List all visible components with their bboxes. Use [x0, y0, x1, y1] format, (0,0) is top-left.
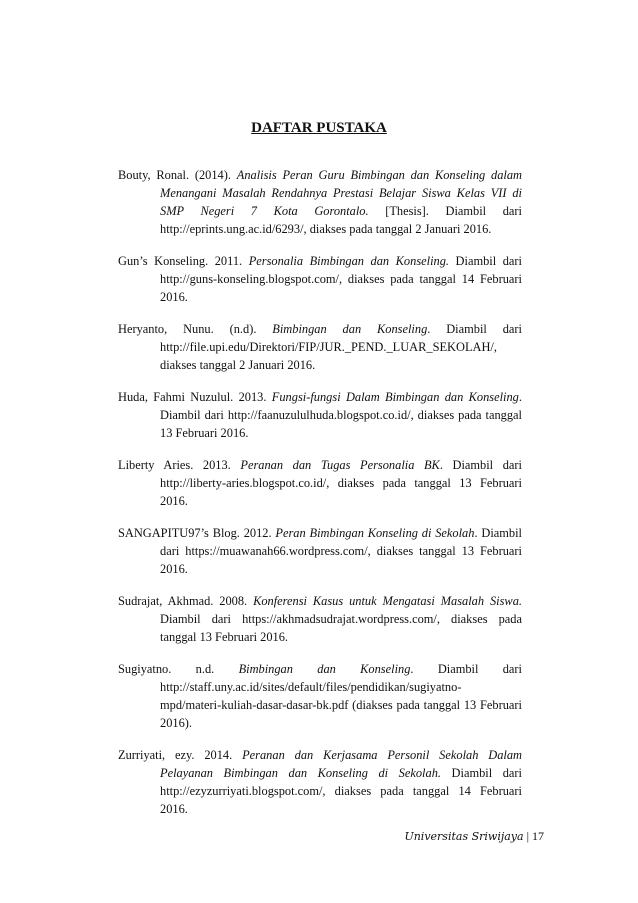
reference-title: Konferensi Kasus untuk Mengatasi Masalah Siswa. [253, 594, 522, 608]
reference-entry [118, 660, 522, 732]
reference-title: Fungsi-fungsi Dalam Bimbingan dan Konseling [271, 390, 519, 404]
reference-title: Analisis Peran Guru Bimbingan dan Konseling dalam Menangani Masalah Rendahnya Prestasi Belajar Siswa Kelas VII di SMP Negeri 7 Kota Gorontalo. [160, 168, 522, 218]
reference-entry [118, 746, 522, 818]
reference-entry [118, 252, 522, 306]
reference-source: Diambil dari http://guns-konseling.blogspot.com/, diakses pada tanggal 14 Februari 2016. [160, 254, 522, 304]
reference-title: Peranan dan Tugas Personalia BK [240, 458, 440, 472]
reference-title: Peranan dan Kerjasama Personil Sekolah Dalam Pelayanan Bimbingan dan Konseling di Sekolah. [160, 748, 522, 780]
reference-title: Peran Bimbingan Konseling di Sekolah [275, 526, 475, 540]
reference-source: Diambil dari https://akhmadsudrajat.wordpress.com/, diakses pada tanggal 13 Februari 2016. [160, 612, 522, 644]
page-title: DAFTAR PUSTAKA [251, 120, 387, 136]
reference-author-year: Heryanto, Nunu. (n.d). [118, 322, 273, 336]
reference-author-year: Bouty, Ronal. (2014). [118, 168, 237, 182]
reference-title: Bimbingan dan Konseling [272, 322, 428, 336]
reference-author-year: SANGAPITU97’s Blog. 2012. [118, 526, 276, 540]
reference-entry [118, 524, 522, 578]
page-footer [404, 829, 544, 844]
reference-source: Diambil dari http://ezyzurriyati.blogspot.com/, diakses pada tanggal 14 Februari 2016. [160, 766, 522, 816]
reference-author-year: Gun’s Konseling. 2011. [118, 254, 249, 268]
university-name: Universitas Sriwijaya [404, 830, 524, 843]
page-number: 17 [532, 829, 544, 843]
reference-author-year: Sugiyatno. n.d. [118, 662, 239, 676]
reference-source: . Diambil dari http://staff.uny.ac.id/sites/default/files/pendidikan/sugiyatno-mpd/materi-kuliah-dasar-dasar-bk.pdf (diakses pada tanggal 13 Februari 2016). [160, 662, 522, 730]
footer-separator: | [526, 829, 529, 843]
reference-source: . Diambil dari http://faanuzululhuda.blogspot.co.id/, diakses pada tanggal 13 Februari 2016. [160, 390, 522, 440]
reference-author-year: Huda, Fahmi Nuzulul. 2013. [118, 390, 272, 404]
reference-entry [118, 166, 522, 238]
reference-entry [118, 388, 522, 442]
reference-title: Bimbingan dan Konseling [238, 662, 411, 676]
reference-author-year: Liberty Aries. 2013. [118, 458, 241, 472]
reference-source: . Diambil dari https://muawanah66.wordpress.com/, diakses tanggal 13 Februari 2016. [160, 526, 522, 576]
reference-list [118, 166, 522, 832]
reference-entry [118, 592, 522, 646]
reference-source: . Diambil dari http://liberty-aries.blogspot.co.id/, diakses pada tanggal 13 Februari 2016. [160, 458, 522, 508]
reference-entry [118, 320, 522, 374]
reference-author-year: Zurriyati, ezy. 2014. [118, 748, 243, 762]
reference-author-year: Sudrajat, Akhmad. 2008. [118, 594, 254, 608]
reference-entry [118, 456, 522, 510]
reference-source: . Diambil dari http://file.upi.edu/Direktori/FIP/JUR._PEND._LUAR_SEKOLAH/, diakses tanggal 2 Januari 2016. [160, 322, 522, 372]
reference-title: Personalia Bimbingan dan Konseling. [248, 254, 450, 268]
reference-source: [Thesis]. Diambil dari http://eprints.ung.ac.id/6293/, diakses pada tanggal 2 Januari 2016. [160, 204, 522, 236]
